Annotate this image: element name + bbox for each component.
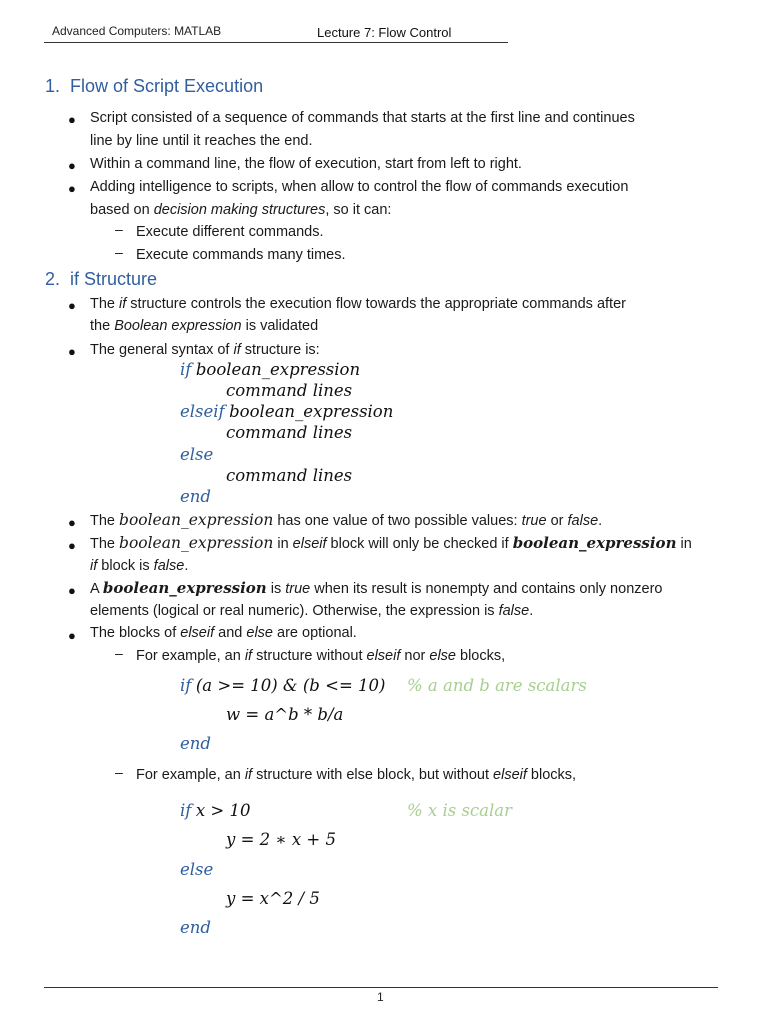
code1-if-line: if (a >= 10) & (b <= 10) (180, 676, 386, 695)
header-lecture: Lecture 7: Flow Control (317, 25, 452, 40)
s2-bullet-5-line-2: elements (logical or real numeric). Otherwise, the expression is false. (90, 603, 534, 619)
dash-icon: – (115, 645, 123, 661)
example-1-intro: For example, an if structure without elseif nor else blocks, (136, 648, 506, 664)
bullet-icon: ● (68, 344, 76, 359)
code2-else: else (180, 860, 214, 879)
code2-body-1: y = 2 ∗ x + 5 (226, 830, 336, 849)
bullet-icon: ● (68, 298, 76, 313)
s1-dash-2: Execute commands many times. (136, 247, 346, 263)
bullet-icon: ● (68, 158, 76, 173)
bullet-icon: ● (68, 181, 76, 196)
s1-bullet-1-line-1: Script consisted of a sequence of commands that starts at the first line and continues (90, 110, 635, 126)
s1-bullet-3-line-2: based on decision making structures, so it can: (90, 202, 392, 218)
code2-body-2: y = x^2 / 5 (226, 889, 320, 908)
header-course: Advanced Computers: MATLAB (52, 24, 222, 38)
dash-icon: – (115, 244, 123, 260)
s2-bullet-1-line-1: The if structure controls the execution flow towards the appropriate commands after (90, 296, 626, 312)
code1-end: end (180, 734, 211, 753)
code2-if-line: if x > 10 (180, 801, 251, 820)
s2-bullet-2: The general syntax of if structure is: (90, 342, 320, 358)
s1-dash-1: Execute different commands. (136, 224, 324, 240)
s2-bullet-6: The blocks of elseif and else are optional. (90, 625, 357, 641)
syntax-end: end (180, 487, 211, 506)
syntax-if-line: if boolean_expression (180, 360, 361, 379)
dash-icon: – (115, 221, 123, 237)
section-2-heading: 2. if Structure (45, 269, 158, 289)
bullet-icon: ● (68, 515, 76, 530)
s2-bullet-4-line-2: if block is false. (90, 558, 189, 574)
s2-bullet-5-line-1: A boolean_expression is true when its result is nonempty and contains only nonzero (90, 579, 663, 597)
code2-end: end (180, 918, 211, 937)
s1-bullet-3-line-1: Adding intelligence to scripts, when allow to control the flow of commands execution (90, 179, 629, 195)
code2-comment: % x is scalar (407, 801, 513, 820)
syntax-cmd-2: command lines (226, 423, 353, 442)
s2-bullet-3: The boolean_expression has one value of two possible values: true or false. (90, 511, 603, 529)
code1-comment: % a and b are scalars (407, 676, 587, 695)
bullet-icon: ● (68, 112, 76, 127)
s1-bullet-2: Within a command line, the flow of execution, start from left to right. (90, 156, 522, 172)
syntax-cmd-1: command lines (226, 381, 353, 400)
bullet-icon: ● (68, 538, 76, 553)
example-2-intro: For example, an if structure with else block, but without elseif blocks, (136, 767, 577, 783)
bullet-icon: ● (68, 628, 76, 643)
s1-bullet-1-line-2: line by line until it reaches the end. (90, 133, 313, 149)
dash-icon: – (115, 764, 123, 780)
section-1-heading: 1. Flow of Script Execution (45, 76, 264, 96)
bullet-icon: ● (68, 583, 76, 598)
syntax-cmd-3: command lines (226, 466, 353, 485)
s2-bullet-1-line-2: the Boolean expression is validated (90, 318, 319, 334)
header-rule (44, 42, 508, 43)
code1-body: w = a^b * b/a (226, 705, 344, 724)
s2-bullet-4-line-1: The boolean_expression in elseif block will only be checked if boolean_expression in (90, 534, 692, 552)
page-number: 1 (377, 990, 384, 1004)
syntax-elseif-line: elseif boolean_expression (180, 402, 394, 421)
footer-rule (44, 987, 718, 988)
syntax-else: else (180, 445, 214, 464)
